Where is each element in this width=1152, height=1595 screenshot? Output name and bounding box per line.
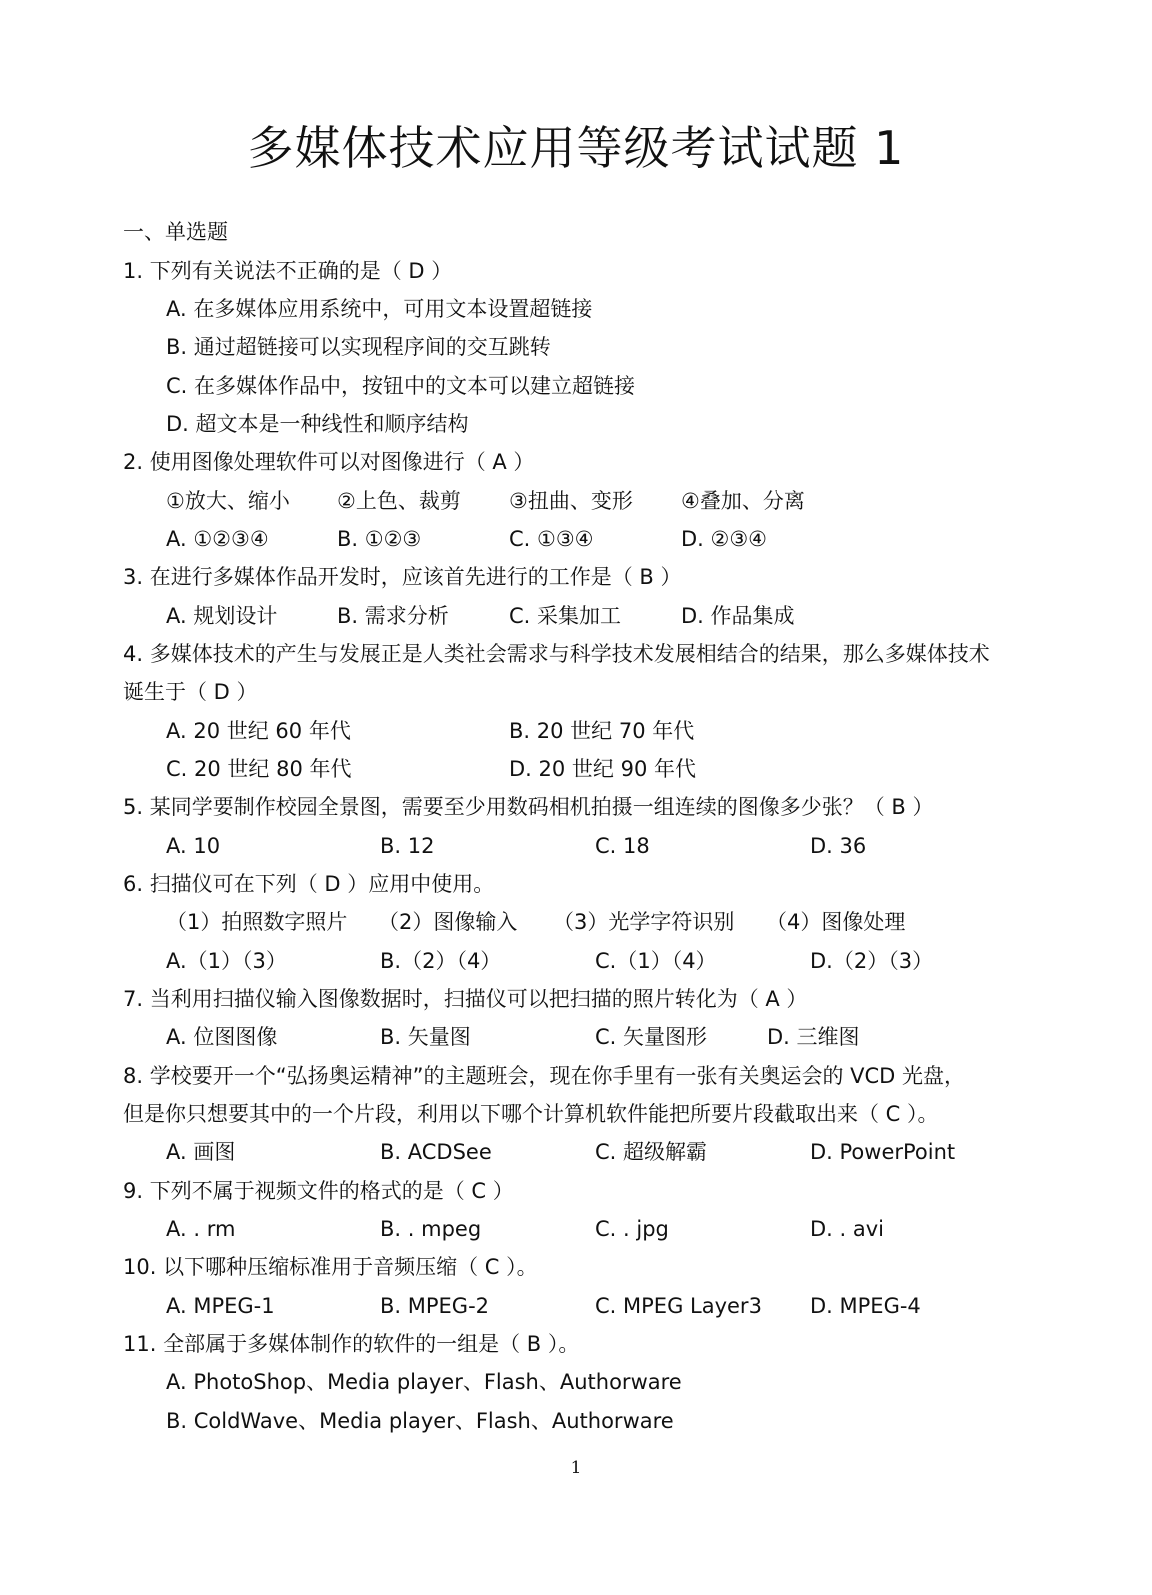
q6-option-a: A.（1）（3） (166, 949, 287, 973)
q6-option-b: B.（2）（4） (380, 949, 502, 973)
q2-option-a: A. ①②③④ (166, 527, 269, 551)
question-4-line-1: 4. 多媒体技术的产生与发展正是人类社会需求与科学技术发展相结合的结果，那么多媒体技术 (123, 642, 990, 666)
question-2: 2. 使用图像处理软件可以对图像进行（ A ） (123, 450, 535, 474)
q8-option-c: C. 超级解霸 (595, 1140, 708, 1164)
question-9: 9. 下列不属于视频文件的格式的是（ C ） (123, 1179, 514, 1203)
question-5: 5. 某同学要制作校园全景图，需要至少用数码相机拍摄一组连续的图像多少张？（ B ） (123, 795, 934, 819)
q11-option-b: B. ColdWave、Media player、Flash、Authorware (166, 1409, 674, 1433)
q1-option-c: C. 在多媒体作品中，按钮中的文本可以建立超链接 (166, 374, 636, 398)
q8-option-b: B. ACDSee (380, 1140, 492, 1164)
q6-item-3: （3）光学字符识别 (553, 910, 735, 934)
q11-option-a: A. PhotoShop、Media player、Flash、Authorware (166, 1370, 682, 1394)
q4-option-a: A. 20 世纪 60 年代 (166, 719, 351, 743)
question-3: 3. 在进行多媒体作品开发时，应该首先进行的工作是（ B ） (123, 565, 682, 589)
page-number: 1 (570, 1458, 582, 1478)
question-8-line-2: 但是你只想要其中的一个片段，利用以下哪个计算机软件能把所要片段截取出来（ C ）。 (123, 1102, 939, 1126)
q3-option-c: C. 采集加工 (509, 604, 622, 628)
q3-option-b: B. 需求分析 (337, 604, 449, 628)
q6-item-4: （4）图像处理 (766, 910, 906, 934)
q5-option-d: D. 36 (810, 834, 867, 858)
q3-option-a: A. 规划设计 (166, 604, 278, 628)
question-11: 11. 全部属于多媒体制作的软件的一组是（ B ）。 (123, 1332, 580, 1356)
q5-option-b: B. 12 (380, 834, 435, 858)
q7-option-b: B. 矢量图 (380, 1025, 471, 1049)
q10-option-c: C. MPEG Layer3 (595, 1294, 762, 1318)
q2-option-b: B. ①②③ (337, 527, 422, 551)
q8-option-d: D. PowerPoint (810, 1140, 956, 1164)
q6-item-2: （2）图像输入 (378, 910, 518, 934)
q10-option-d: D. MPEG-4 (810, 1294, 921, 1318)
question-10: 10. 以下哪种压缩标准用于音频压缩（ C ）。 (123, 1255, 538, 1279)
q10-option-b: B. MPEG-2 (380, 1294, 490, 1318)
q6-item-1: （1）拍照数字照片 (166, 910, 348, 934)
q3-option-d: D. 作品集成 (681, 604, 795, 628)
q1-option-a: A. 在多媒体应用系统中，可用文本设置超链接 (166, 297, 593, 321)
q9-option-a: A. . rm (166, 1217, 236, 1241)
q7-option-d: D. 三维图 (767, 1025, 860, 1049)
q5-option-a: A. 10 (166, 834, 221, 858)
q7-option-a: A. 位图图像 (166, 1025, 278, 1049)
q8-option-a: A. 画图 (166, 1140, 236, 1164)
q9-option-c: C. . jpg (595, 1217, 669, 1241)
question-8-line-1: 8. 学校要开一个“弘扬奥运精神”的主题班会，现在你手里有一张有关奥运会的 VCD 光盘， (123, 1064, 966, 1088)
q4-option-d: D. 20 世纪 90 年代 (509, 757, 696, 781)
q6-option-c: C.（1）（4） (595, 949, 717, 973)
q10-option-a: A. MPEG-1 (166, 1294, 275, 1318)
q9-option-b: B. . mpeg (380, 1217, 482, 1241)
q2-item-1: ①放大、缩小 (166, 489, 290, 513)
q1-option-d: D. 超文本是一种线性和顺序结构 (166, 412, 469, 436)
q1-option-b: B. 通过超链接可以实现程序间的交互跳转 (166, 335, 551, 359)
question-4-line-2: 诞生于（ D ） (123, 680, 258, 704)
q4-option-c: C. 20 世纪 80 年代 (166, 757, 352, 781)
q4-option-b: B. 20 世纪 70 年代 (509, 719, 695, 743)
q5-option-c: C. 18 (595, 834, 650, 858)
section-heading: 一、单选题 (123, 220, 228, 244)
q7-option-c: C. 矢量图形 (595, 1025, 708, 1049)
question-1: 1. 下列有关说法不正确的是（ D ） (123, 259, 453, 283)
page-title: 多媒体技术应用等级考试试题 1 (247, 121, 905, 175)
q2-item-4: ④叠加、分离 (681, 489, 805, 513)
q2-item-2: ②上色、裁剪 (337, 489, 461, 513)
q2-option-c: C. ①③④ (509, 527, 594, 551)
q2-option-d: D. ②③④ (681, 527, 767, 551)
question-6: 6. 扫描仪可在下列（ D ）应用中使用。 (123, 872, 495, 896)
q9-option-d: D. . avi (810, 1217, 885, 1241)
q6-option-d: D.（2）（3） (810, 949, 934, 973)
question-7: 7. 当利用扫描仪输入图像数据时，扫描仪可以把扫描的照片转化为（ A ） (123, 987, 808, 1011)
q2-item-3: ③扭曲、变形 (509, 489, 633, 513)
